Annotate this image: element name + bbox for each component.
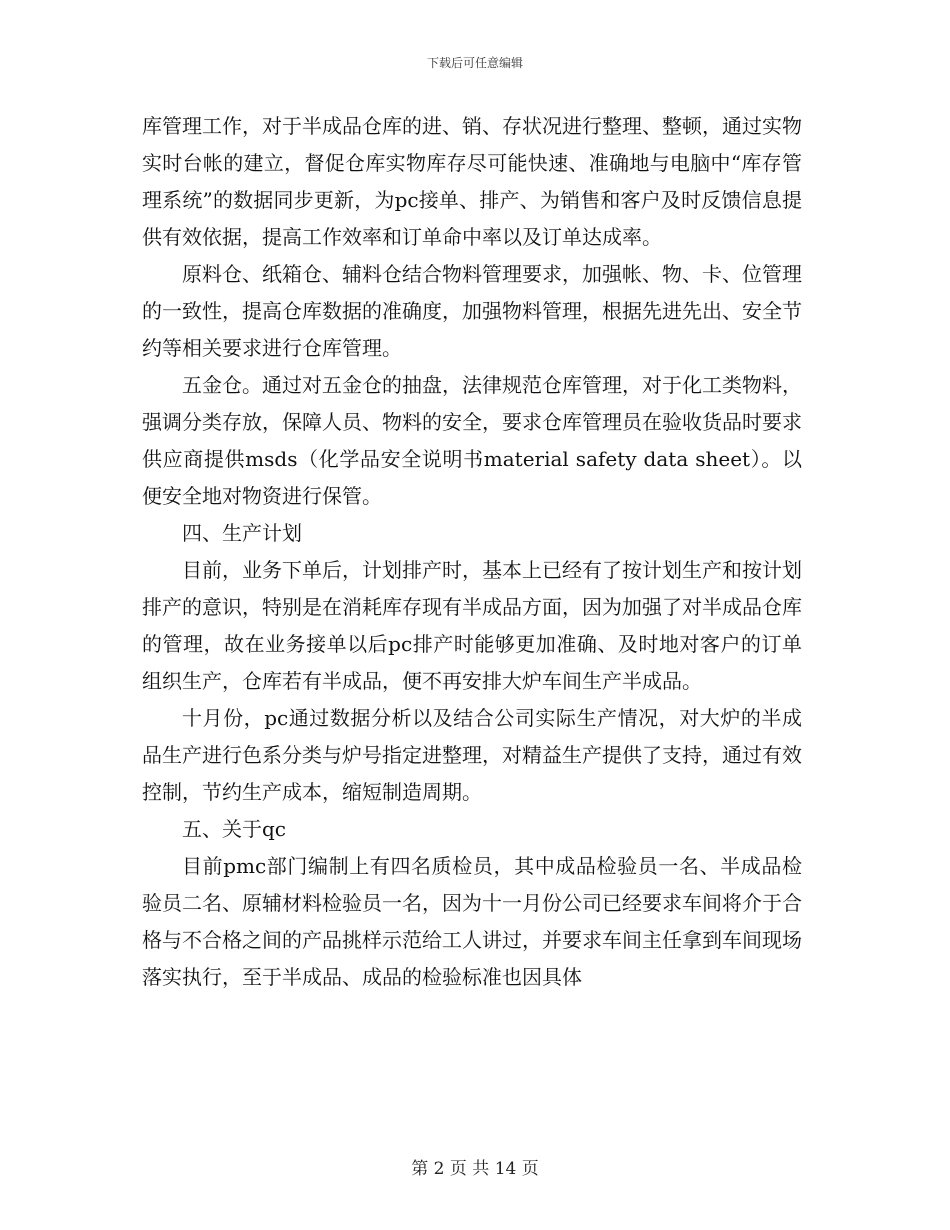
section-heading: 四、生产计划 [182,521,302,545]
paragraph: 原料仓、纸箱仓、辅料仓结合物料管理要求，加强帐、物、卡、位管理的一致性，提高仓库数据的准确度，加强物料管理，根据先进先出、安全节约等相关要求进行仓库管理。 [142,262,802,360]
document-body [142,108,802,996]
page-header: 下载后可任意编辑 [426,56,523,70]
paragraph: 十月份，pc通过数据分析以及结合公司实际生产情况，对大炉的半成品生产进行色系分类与炉号指定进整理，对精益生产提供了支持，通过有效控制，节约生产成本，缩短制造周期。 [142,706,802,804]
section-heading: 五、关于qc [182,817,287,841]
page-number: 第 2 页 共 14 页 [411,1159,539,1179]
paragraph: 目前pmc部门编制上有四名质检员，其中成品检验员一名、半成品检验员二名、原辅材料检验员一名，因为十一月份公司已经要求车间将介于合格与不合格之间的产品挑样示范给工人讲过，并要求车间主任拿到车间现场落实执行，至于半成品、成品的检验标准也因具体 [142,854,802,989]
paragraph: 五金仓。通过对五金仓的抽盘，法律规范仓库管理，对于化工类物料，强调分类存放，保障人员、物料的安全，要求仓库管理员在验收货品时要求供应商提供msds（化学品安全说明书material safety data sheet）。以便安全地对物资进行保管。 [142,373,802,508]
paragraph: 目前，业务下单后，计划排产时，基本上已经有了按计划生产和按计划排产的意识，特别是在消耗库存现有半成品方面，因为加强了对半成品仓库的管理，故在业务接单以后pc排产时能够更加准确、及时地对客户的订单组织生产，仓库若有半成品，便不再安排大炉车间生产半成品。 [142,558,802,693]
paragraph: 库管理工作，对于半成品仓库的进、销、存状况进行整理、整顿，通过实物实时台帐的建立，督促仓库实物库存尽可能快速、准确地与电脑中“库存管理系统”的数据同步更新，为pc接单、排产、为销售和客户及时反馈信息提供有效依据，提高工作效率和订单命中率以及订单达成率。 [142,114,802,249]
